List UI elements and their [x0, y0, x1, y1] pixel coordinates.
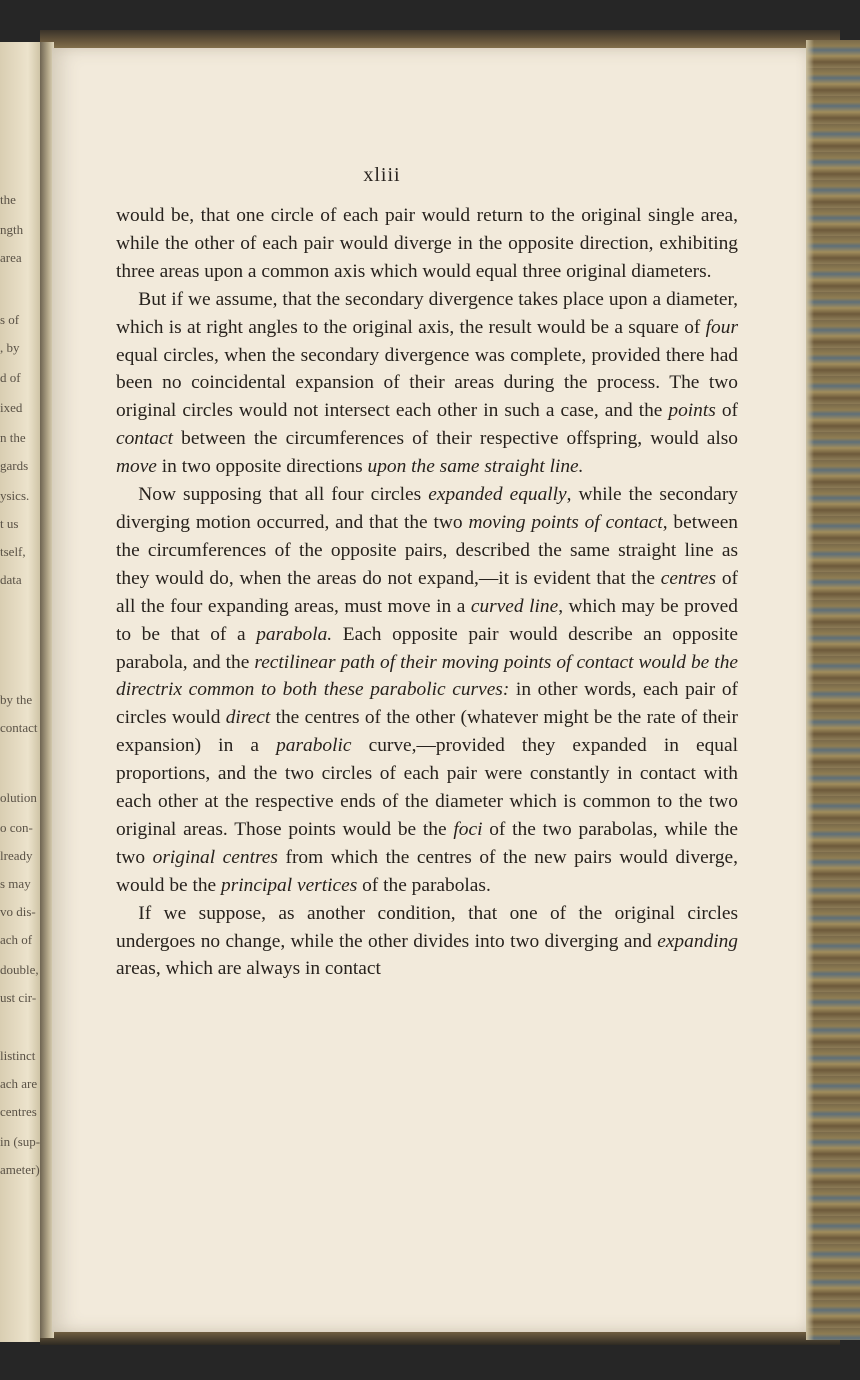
text-run: of [715, 400, 738, 422]
italic-text: expanded equally [428, 484, 567, 506]
page-number: xliii [363, 164, 401, 186]
facing-page-text-fragment: in (sup- [0, 1134, 40, 1149]
text-run: would be, that one circle of each pair would return to the original single area, while the other of each pair would diverge in the opposite direction, exhibiting three areas upon a common axis which would equal three original diameters. [116, 205, 738, 282]
facing-page-text-fragment: t us [0, 516, 19, 531]
paragraph [116, 286, 738, 481]
facing-page-text-fragment: by the [0, 692, 33, 707]
text-run: Each opposite pair would describe an opposite parabola, and the [116, 623, 738, 673]
facing-page-text-fragment: ust cir- [0, 990, 37, 1005]
text-run: the centres of the other (whatever might be the rate of their expansion) in a [116, 707, 738, 757]
book-top-edge [40, 30, 840, 50]
page-body-text [116, 202, 738, 983]
italic-text: curved line [470, 595, 559, 617]
facing-page-text-fragment: o con- [0, 820, 33, 835]
italic-text: expanding [657, 930, 738, 952]
facing-page-text-fragment: ixed [0, 400, 23, 415]
italic-text: upon the same straight line. [367, 456, 584, 478]
text-run: equal circles, when the secondary divergence was complete, provided there had been no coincidental expansion of their areas during the process. The two original circles would not intersect each other in such a case, and the [116, 344, 738, 422]
italic-text: moving points of contact [468, 511, 663, 533]
facing-page-text-fragment: contact [0, 720, 38, 735]
text-run: But if we assume, that the secondary divergence takes place upon a diameter, which is at right angles to the original axis, the result would be a square of [116, 288, 738, 338]
facing-page-text-fragment: ysics. [0, 488, 30, 503]
italic-text: foci [453, 818, 483, 840]
facing-page-text-fragment: lready [0, 848, 33, 863]
facing-page-text-fragment: listinct [0, 1048, 36, 1063]
text-run: curve,—provided they expanded in equal proportions, and the two circles of each pair were constantly in contact with each other at the respective ends of the diameter which is common to the two original areas. Those points would be the [116, 735, 738, 840]
facing-page-text-fragment: ach of [0, 932, 33, 947]
italic-text: rectilinear path of their moving points of contact would be the directrix common to both these parabolic curves: [116, 651, 738, 701]
facing-page-text-fragment: vo dis- [0, 904, 36, 919]
facing-page-text-fragment: s may [0, 876, 31, 891]
marbled-fore-edge [806, 40, 860, 1340]
text-run: areas, which are always in contact [116, 958, 381, 980]
italic-text: direct [225, 707, 271, 729]
italic-text: parabolic [276, 735, 352, 757]
text-run: of the two parabolas, while the two [116, 818, 738, 868]
text-run: Now supposing that all four circles [138, 484, 429, 506]
text-run: in other words, each pair of circles would [116, 679, 738, 729]
text-run: in two opposite directions [156, 456, 368, 478]
italic-text: original centres [152, 846, 278, 868]
facing-page-text-fragment: tself, [0, 544, 26, 559]
facing-page-text-fragment: n the [0, 430, 26, 445]
italic-text: parabola. [256, 623, 333, 645]
book-page [52, 48, 808, 1332]
facing-page-edge [0, 42, 40, 1342]
text-run: of the parabolas. [357, 874, 491, 896]
text-run: from which the centres of the new pairs would diverge, would be the [116, 846, 739, 896]
facing-page-text-fragment: d of [0, 370, 21, 385]
text-run: between the circumferences of their respective offspring, would also [173, 428, 738, 450]
italic-text: four [705, 316, 738, 338]
italic-text: principal vertices [221, 874, 358, 896]
text-run: , which may be proved to be that of a [116, 595, 738, 645]
facing-page-text-fragment: area [0, 250, 22, 265]
italic-text: contact [116, 428, 174, 450]
italic-text: move [116, 456, 157, 478]
facing-page-text-fragment: olution [0, 790, 37, 805]
facing-page-text-fragment: ach are [0, 1076, 38, 1091]
italic-text: centres [660, 567, 717, 589]
italic-text: points [668, 400, 716, 422]
facing-page-text-fragment: s of [0, 312, 20, 327]
facing-page-text-fragment: double, [0, 962, 39, 977]
paragraph [116, 481, 738, 900]
paragraph [116, 900, 738, 984]
text-run: , between the circumferences of the opposite pairs, described the same straight line as they would do, when the areas do not expand,—it is evident that the [116, 511, 738, 589]
text-run: If we suppose, as another condition, that one of the original circles undergoes no change, while the other divides into two diverging and [116, 902, 738, 952]
text-run: of all the four expanding areas, must move in a [116, 567, 738, 617]
facing-page-text-fragment: gards [0, 458, 29, 473]
facing-page-text-fragment: ameter) [0, 1162, 40, 1177]
paragraph [116, 202, 738, 286]
text-run: , while the secondary diverging motion occurred, and that the two [116, 484, 739, 533]
facing-page-text-fragment: centres [0, 1104, 37, 1119]
facing-page-text-fragment: data [0, 572, 22, 587]
facing-page-text-fragment: ngth [0, 222, 24, 237]
facing-page-text-fragment: , by [0, 340, 20, 355]
facing-page-text-fragment: the [0, 192, 16, 207]
